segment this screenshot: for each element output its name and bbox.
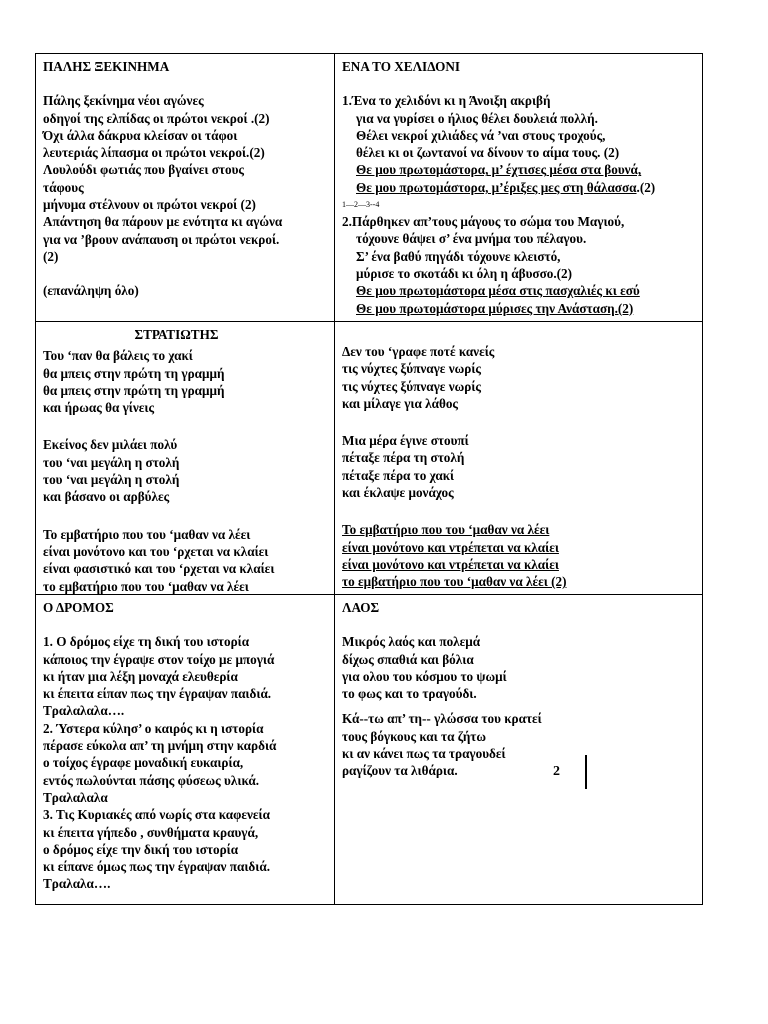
lyrics-table [35,53,703,905]
lyric-line: Τραλαλαλα [43,789,108,805]
lyric-line: κι έπειτα γήπεδο , συνθήματα κραυγά, [43,824,259,840]
lyric-line: Μια μέρα έγινε στουπί [342,433,469,449]
lyric-line: του ‘ναι μεγάλη η στολή [43,472,180,488]
lyric-line: είναι φασιστικό και του ‘ρχεται να κλαίει [43,561,275,577]
lyric-line: θέλει κι οι ζωντανοί να δίνουν το αίμα τους. (2) [356,145,620,161]
lyric-line: Εκείνος δεν μιλάει πολύ [43,437,178,453]
lyric-line: κι είπανε όμως πως την έγραψαν παιδιά. [43,859,270,875]
refrain-text: Το εμβατήριο που του ‘μαθαν να λέει [342,522,550,538]
lyric-line: τις νύχτες ξύπναγε νωρίς [342,361,481,377]
lyric-line: 3. Τις Κυριακές από νωρίς στα καφενεία [43,807,270,823]
song-laos [335,595,701,904]
song-ena-to-xelidoni [335,54,701,321]
lyric-line: πέταξε πέρα το χακί [342,467,455,483]
lyric-line: για ολου του κόσμου το ψωμί [342,668,507,684]
song-title: ΣΤΡΑΤΙΩΤΗΣ [134,327,219,342]
lyric-line: τους βόγκους και τα ζήτω [342,728,487,744]
lyric-line: του ‘ναι μεγάλη η στολή [43,454,180,470]
lyric-line: ο τοίχος έγραφε μοναδική ευκαιρία, [43,755,244,771]
lyric-line: τις νύχτες ξύπναγε νωρίς [342,378,481,394]
table-row [36,54,702,321]
lyric-line: ραγίζουν τα λιθάρια. [342,763,458,779]
lyric-line: κι ήταν μια λέξη μοναχά ελευθερία [43,668,238,684]
lyric-line: Τραλαλαλα…. [43,703,125,719]
lyric-line: λευτεριάς λίπασμα οι πρώτοι νεκροί.(2) [43,145,265,161]
lyric-line: Πάλης ξεκίνημα νέοι αγώνες [43,93,204,109]
lyric-line: ο δρόμος είχε την δική του ιστορία [43,841,239,857]
song-o-dromos [36,595,335,904]
refrain-text: Θε μου πρωτομάστορα, μ’ έχτισες μέσα στα βουνά, [356,162,642,178]
lyric-line: είναι μονότονο και του ‘ρχεται να κλαίει [43,543,269,559]
lyric-line: κι αν κάνει πως τα τραγουδεί [342,746,506,762]
page-number: 2 [553,764,560,779]
lyric-line: κάποιος την έγραψε στον τοίχο με μπογιά [43,651,275,667]
refrain-text: Θε μου πρωτομάστορα, μ’έριξες μες στη θάλασσα [356,179,637,195]
song-stratiotis-continued [335,322,701,594]
refrain-line [342,282,701,299]
lyric-line: και μίλαγε για λάθος [342,395,458,411]
lyric-line: οδηγοί της ελπίδας οι πρώτοι νεκροί .(2) [43,110,270,126]
lyric-line: τάφους [43,179,84,195]
refrain-line [342,573,701,590]
page-divider [585,755,587,789]
refrain-text: είναι μονότονο και ντρέπεται να κλαίει [342,539,559,555]
refrain-line [342,539,701,556]
refrain-suffix: .(2) [636,179,656,195]
refrain-line [342,161,701,178]
song-palis-xekinima [36,54,335,321]
lyric-line: Μικρός λαός και πολεμά [342,634,481,650]
refrain-line [342,300,701,317]
lyric-line: και ήρωας θα γίνεις [43,400,155,416]
refrain-line [342,521,701,538]
lyric-line: για να ’βρουν ανάπαυση οι πρώτοι νεκροί. [43,231,280,247]
lyric-line: 2.Πάρθηκεν απ’τους μάγους το σώμα του Μαγιού, [342,214,625,230]
lyric-line: δίχως σπαθιά και βόλια [342,651,474,667]
lyric-line: τόχουνε θάψει σ’ ένα μνήμα του πέλαγου. [356,231,587,247]
lyric-line: και έκλαψε μονάχος [342,485,454,501]
lyric-line: Κά--τω απ’ τη-- γλώσσα του κρατεί [342,711,542,727]
refrain-text: Θε μου πρωτομάστορα μέσα στις πασχαλιές κι εσύ [356,283,640,299]
refrain-line [342,556,701,573]
lyric-line: 1. Ο δρόμος είχε τη δική του ιστορία [43,634,250,650]
table-row [36,321,702,594]
verse-marker: 1—2—3--4 [342,200,380,210]
song-title: Ο ΔΡΟΜΟΣ [43,600,114,615]
lyric-line: κι έπειτα είπαν πως την έγραψαν παιδιά. [43,686,272,702]
lyric-line: θα μπεις στην πρώτη τη γραμμή [43,382,225,398]
lyric-line: 1.Ένα το χελιδόνι κι η Άνοιξη ακριβή [342,93,551,109]
song-title: ΛΑΟΣ [342,600,380,615]
lyric-line: για να γυρίσει ο ήλιος θέλει δουλειά πολλή. [356,110,598,126]
song-title: ΕΝΑ ΤΟ ΧΕΛΙΔΟΝΙ [342,59,461,74]
lyric-line: Το εμβατήριο που του ‘μαθαν να λέει [43,526,251,542]
lyric-line: το εμβατήριο που του ‘μαθαν να λέει [43,578,249,594]
lyric-line: Τραλαλα…. [43,876,111,892]
lyric-line: πέρασε εύκολα απ’ τη μνήμη στην καρδιά [43,738,277,754]
lyric-line: 2. Ύστερα κύλησ’ ο καιρός κι η ιστορία [43,720,264,736]
lyric-line: πέταξε πέρα τη στολή [342,450,465,466]
lyric-line: Λουλούδι φωτιάς που βγαίνει στους [43,162,244,178]
refrain-line [342,179,701,196]
table-row [36,594,702,904]
song-stratiotis [36,322,335,594]
lyric-line: μύρισε το σκοτάδι κι όλη η άβυσσο.(2) [356,265,573,281]
refrain-text: είναι μονότονο και ντρέπεται να κλαίει [342,556,559,572]
lyric-line: και βάσανο οι αρβύλες [43,489,170,505]
repeat-note: (επανάληψη όλο) [43,283,139,299]
lyric-line: Όχι άλλα δάκρυα κλείσαν οι τάφοι [43,127,238,143]
song-title: ΠΑΛΗΣ ΞΕΚΙΝΗΜΑ [43,59,170,74]
lyric-line: Του ‘παν θα βάλεις το χακί [43,348,193,364]
lyric-line: θα μπεις στην πρώτη τη γραμμή [43,365,225,381]
lyric-line: εντός πωλούνται πάσης φύσεως υλικά. [43,772,260,788]
refrain-text: το εμβατήριο που του ‘μαθαν να λέει (2) [342,574,567,590]
lyric-line: μήνυμα στέλνουν οι πρώτοι νεκροί (2) [43,197,256,213]
lyric-line: Σ’ ένα βαθύ πηγάδι τόχουνε κλειστό, [356,248,561,264]
lyric-line: (2) [43,248,59,264]
lyric-line: Δεν του ‘γραφε ποτέ κανείς [342,344,495,359]
lyric-line: το φως και το τραγούδι. [342,686,477,702]
lyric-line: Απάντηση θα πάρουν με ενότητα κι αγώνα [43,214,283,230]
refrain-text: Θε μου πρωτομάστορα μύρισες την Ανάσταση.(2) [356,300,634,316]
lyric-line: Θέλει νεκροί χιλιάδες νά ’ναι στους τροχούς, [356,127,606,143]
